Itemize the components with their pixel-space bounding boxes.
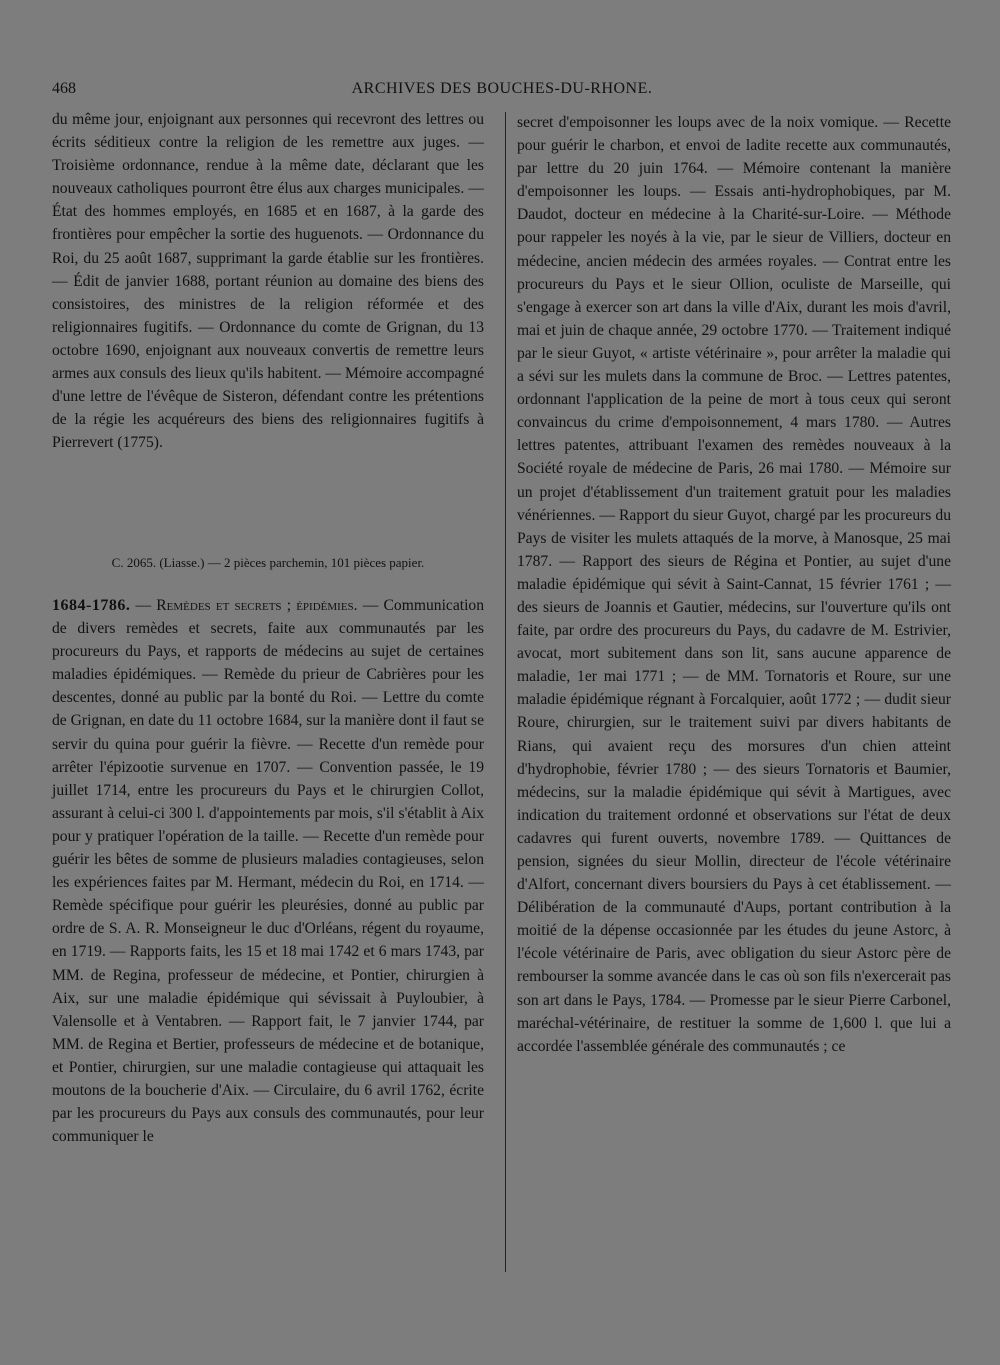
column-divider [505,112,506,1272]
section-heading: — Remèdes et secrets ; épidémies. — [130,597,379,614]
section-body: Communication de divers remèdes et secrets, faite aux communautés par les procureurs du Pays, et rapports de médecins au sujet de certaines maladies épidémiques. — Remède du prieur de Cabrières pour les descentes, donné au public par la bonté du Roi. — Lettre du comte de Grignan, en date du 11 octobre 1684, sur la manière dont il faut se servir du quina pour guérir la fièvre. — Recette d'un remède pour arrêter l'épizootie survenue en 1707. — Convention passée, le 19 juillet 1714, entre les procureurs du Pays et le chirurgien Collot, assurant à celui-ci 300 l. d'appointements par mois, s'il s'établit à Aix pour y pratiquer l'opération de la taille. — Recette d'un remède pour guérir les bêtes de somme de plusieurs maladies contagieuses, selon les expériences faites par M. Hermant, médecin du Roi, en 1714. — Remède spécifique pour guérir les pleurésies, donné au public par ordre de S. A. R. Monseigneur le duc d'Orléans, régent du royaume, en 1719. — Rapports faits, les 15 et 18 mai 1742 et 6 mars 1743, par MM. de Regina, professeur de médecine, et Pontier, chirurgien à Aix, sur une maladie épidémique qui sévissait à Puyloubier, à Valensolle et à Ventabren. — Rapport fait, le 7 janvier 1744, par MM. de Regina et Bertier, professeurs de médecine et de botanique, et Pontier, chirurgien, sur une maladie contagieuse qui attaquait les moutons de la boucherie d'Aix. — Circulaire, du 6 avril 1762, écrite par les procureurs du Pays aux consuls des communautés, pour leur communiquer le [52,597,484,1146]
right-column [517,111,951,1058]
page-header [52,80,952,102]
section-date: 1684-1786. [52,597,131,614]
left-column-text: du même jour, enjoignant aux personnes qui recevront des lettres ou écrits séditieux contre la religion de les remettre aux juges. — Troisième ordonnance, rendue à la même date, déclarant que les nouveaux catholiques pourront être élus aux charges municipales. — État des hommes employés, en 1685 et en 1687, à la garde des frontières pour empêcher la sortie des huguenots. — Ordonnance du Roi, du 25 août 1687, supprimant la garde établie sur les frontières. — Édit de janvier 1688, portant réunion au domaine des biens des consistoires, des ministres de la religion réformée et des religionnaires fugitifs. — Ordonnance du comte de Grignan, du 13 octobre 1690, enjoignant aux nouveaux convertis de remettre leurs armes aux consuls des lieux qu'ils habitent. — Mémoire accompagné d'une lettre de l'évêque de Sisteron, défendant contre les prétentions de la régie les acquéreurs des biens des religionnaires fugitifs à Pierrevert (1775). [52,111,484,452]
section-entry [52,594,484,1148]
page-number: 468 [52,80,76,97]
running-title: ARCHIVES DES BOUCHES-DU-RHONE. [351,80,653,97]
left-column [52,108,484,454]
right-column-text: secret d'empoisonner les loups avec de la noix vomique. — Recette pour guérir le charbon, et envoi de ladite recette aux communautés, par lettre du 20 juin 1764. — Mémoire contenant la manière d'empoisonner les loups. — Essais anti-hydrophobiques, par M. Daudot, docteur en médecine à la Charité-sur-Loire. — Méthode pour rappeler les noyés à la vie, par le sieur de Villiers, docteur en médecine, ancien médecin des armées royales. — Contrat entre les procureurs du Pays et le sieur Ollion, oculiste de Marseille, qui s'engage à exercer son art dans la ville d'Aix, durant les mois d'avril, mai et juin de chaque année, 29 octobre 1770. — Traitement indiqué par le sieur Guyot, « artiste vétérinaire », pour arrêter la maladie qui a sévi sur les mulets dans la commune de Broc. — Lettres patentes, ordonnant l'application de la peine de mort à tous ceux qui seront convaincus du crime d'empoisonnement, 4 mars 1780. — Autres lettres patentes, attribuant l'examen des remèdes nouveaux à la Société royale de médecine de Paris, 26 mai 1780. — Mémoire sur un projet d'établissement d'un traitement gratuit pour les maladies vénériennes. — Rapport du sieur Guyot, chargé par les procureurs du Pays de visiter les mulets attaqués de la morve, à Manosque, 25 mai 1787. — Rapport des sieurs de Régina et Pontier, au sujet d'une maladie épidémique qui sévit à Saint-Cannat, 15 février 1761 ; — des sieurs de Joannis et Gautier, médecins, sur l'ouverture qu'ils ont faite, par ordre des procureurs du Pays, du cadavre de M. Estrivier, avocat, mort subitement dans son lit, sans aucune apparence de maladie, 1er mai 1771 ; — de MM. Tornatoris et Roure, sur une maladie épidémique régnant à Forcalquier, août 1772 ; — dudit sieur Roure, chirurgien, sur le traitement suivi par divers habitants de Rians, qui avaient reçu des morsures d'un chien atteint d'hydrophobie, février 1780 ; — des sieurs Tornatoris et Baumier, médecins, sur la maladie épidémique qui sévit à Martigues, avec indication du traitement ordonné et observations sur l'état de deux cadavres qui furent ouverts, novembre 1789. — Quittances de pension, signées du sieur Mollin, directeur de l'école vétérinaire d'Alfort, concernant divers boursiers du Pays à cet établissement. — Délibération de la communauté d'Aups, portant contribution à la moitié de la dépense occasionnée par les études du jeune Astorc, à l'école vétérinaire de Paris, avec obligation du sieur Astorc père de rembourser la somme avancée dans le cas où son fils n'exercerait pas son art dans le Pays, 1784. — Promesse par le sieur Pierre Carbonel, maréchal-vétérinaire, de restituer la somme de 1,600 l. que lui a accordée l'assemblée générale des communautés ; ce [517,114,951,1055]
record-meta: C. 2065. (Liasse.) — 2 pièces parchemin, 101 pièces papier. [111,555,425,570]
